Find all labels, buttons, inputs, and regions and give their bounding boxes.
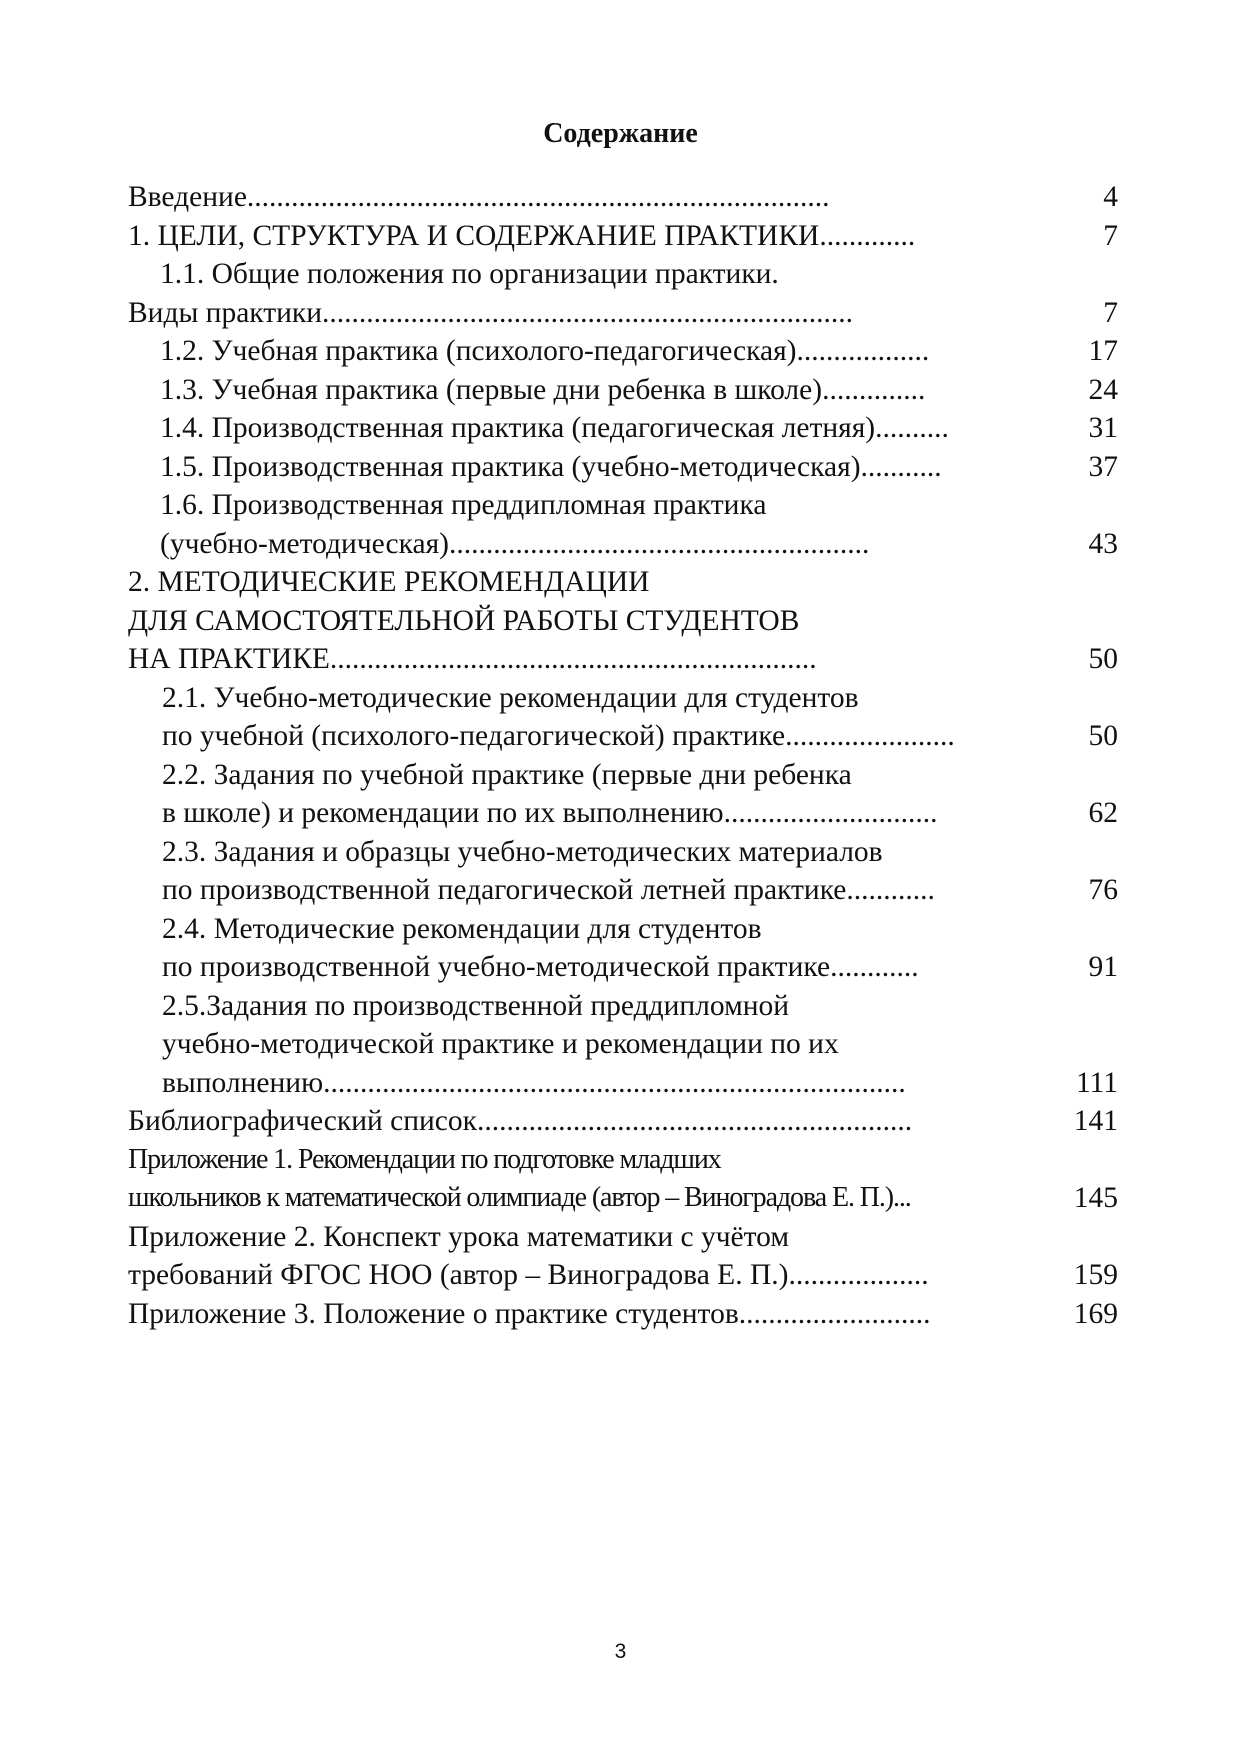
- toc-entry-text: 2.4. Методические рекомендации для студентов: [162, 912, 762, 945]
- toc-entry: [128, 178, 1118, 217]
- toc-entry-text: 2.1. Учебно-методические рекомендации для студентов: [162, 681, 859, 714]
- toc-entry: [128, 1295, 1118, 1334]
- toc-entry-dots: .......................: [785, 720, 955, 752]
- toc-entry-dots: ............: [846, 874, 935, 906]
- toc-entry: [128, 255, 1118, 294]
- toc-entry: [128, 1218, 1118, 1257]
- toc-entry-text: Введение: [128, 181, 247, 213]
- toc-entry-page: 7: [1103, 296, 1118, 329]
- toc-entry: [128, 1102, 1118, 1141]
- toc-entry-dots: ..............: [822, 373, 926, 406]
- toc-entry-text: учебно-методической практике и рекомендации по их: [162, 1028, 839, 1060]
- toc-entry-text: 1.2. Учебная практика (психолого-педагогическая): [160, 335, 797, 367]
- toc-entry-text: в школе) и рекомендации по их выполнению: [162, 797, 724, 829]
- toc-entry: [128, 409, 1118, 448]
- toc-entry-text: (учебно-методическая): [160, 527, 449, 560]
- toc-entry-text: Библиографический список: [128, 1105, 477, 1137]
- toc-entry: [128, 1025, 1118, 1064]
- toc-entry: [128, 294, 1118, 333]
- page-number: 3: [614, 1640, 627, 1663]
- toc-entry-page: 145: [1073, 1182, 1118, 1214]
- toc-entry-dots: ..................................................................: [329, 643, 817, 675]
- toc-entry-text: выполнению: [162, 1066, 324, 1099]
- toc-entry: [128, 679, 1118, 718]
- toc-entry-text: 1.6. Производственная преддипломная практика: [160, 489, 767, 521]
- toc-entry-page: 7: [1103, 219, 1118, 252]
- toc-entry-page: 159: [1073, 1259, 1118, 1291]
- toc-entry: [128, 448, 1118, 487]
- toc-entry-text: требований ФГОС НОО (автор – Виноградова Е. П.): [128, 1259, 789, 1291]
- toc-entry-text: 1.1. Общие положения по организации практики.: [160, 258, 779, 290]
- toc-entry-text: 1.3. Учебная практика (первые дни ребенка в школе): [160, 373, 823, 406]
- toc-entry-page: 4: [1103, 181, 1118, 213]
- toc-entry-dots: .......................................................................: [329, 296, 854, 329]
- toc-entry-text: Виды практики.: [128, 296, 330, 329]
- toc-entry: [128, 1179, 1118, 1218]
- toc-entry-page: 17: [1088, 335, 1118, 367]
- toc-entry: [128, 525, 1118, 564]
- toc-entry-dots: ..........................: [738, 1297, 931, 1330]
- toc-entry: [128, 486, 1118, 525]
- toc-entry-page: 50: [1088, 643, 1118, 675]
- toc-entry-text: 1. ЦЕЛИ, СТРУКТУРА И СОДЕРЖАНИЕ ПРАКТИКИ: [128, 219, 820, 252]
- toc-entry: [128, 948, 1118, 987]
- toc-entry-page: 111: [1075, 1066, 1118, 1099]
- toc-entry-dots: ...........................................................: [477, 1105, 913, 1137]
- toc-entry-text: по производственной педагогической летней практике: [162, 874, 847, 906]
- toc-entry-page: 24: [1088, 373, 1118, 406]
- toc-entry: [128, 1256, 1118, 1295]
- toc-entry-page: 62: [1088, 797, 1118, 829]
- toc-entry: [128, 756, 1118, 795]
- toc-entry-page: 31: [1088, 412, 1118, 444]
- toc-entry: [128, 332, 1118, 371]
- toc-entry: [128, 371, 1118, 410]
- toc-entry-dots: ...................: [788, 1259, 929, 1291]
- toc-entry-dots: ..........: [875, 412, 949, 444]
- toc-entry: [128, 1141, 1118, 1180]
- toc-entry-dots: .........................................................: [448, 527, 870, 560]
- toc-entry-page: 37: [1088, 450, 1118, 483]
- toc-entry-text: школьников к математической олимпиаде (автор – Виноградова Е. П.)...: [128, 1182, 911, 1213]
- toc-entry: [128, 1064, 1118, 1103]
- toc-entry-text: 1.5. Производственная практика (учебно-методическая): [160, 450, 861, 483]
- toc-entry-page: 141: [1073, 1105, 1118, 1137]
- toc-entry-text: НА ПРАКТИКЕ: [128, 643, 330, 675]
- toc-entry: [128, 563, 1118, 602]
- toc-entry-text: Приложение 3. Положение о практике студентов: [128, 1297, 739, 1330]
- page-title: Содержание: [543, 118, 698, 149]
- toc-entry-dots: ...............................................................................: [246, 181, 830, 213]
- toc-entry-dots: .............................: [723, 797, 938, 829]
- toc-entry-page: 43: [1088, 527, 1118, 560]
- toc-entry-dots: ............: [830, 951, 919, 983]
- toc-entry: [128, 871, 1118, 910]
- toc-entry-text: ДЛЯ САМОСТОЯТЕЛЬНОЙ РАБОТЫ СТУДЕНТОВ: [128, 604, 800, 637]
- toc-entry-text: по производственной учебно-методической практике: [162, 951, 831, 983]
- toc-entry-text: по учебной (психолого-педагогической) практике: [162, 720, 786, 752]
- toc-entry-text: 2. МЕТОДИЧЕСКИЕ РЕКОМЕНДАЦИИ: [128, 566, 650, 598]
- toc-entry-text: 2.2. Задания по учебной практике (первые дни ребенка: [162, 758, 852, 791]
- toc-entry-dots: ..................: [796, 335, 930, 367]
- toc-entry-dots: ...............................................................................: [323, 1066, 906, 1099]
- toc-entry: [128, 640, 1118, 679]
- toc-entry-dots: .............: [819, 219, 916, 252]
- toc-entry: [128, 602, 1118, 641]
- toc-entry: [128, 987, 1118, 1026]
- toc-entry-page: 76: [1088, 874, 1118, 906]
- toc-entry-text: Приложение 1. Рекомендации по подготовке младших: [128, 1143, 721, 1175]
- toc-entry: [128, 833, 1118, 872]
- table-of-contents: [128, 178, 1118, 1333]
- toc-entry-page: 91: [1088, 951, 1118, 983]
- toc-entry-text: 2.3. Задания и образцы учебно-методических материалов: [162, 835, 883, 868]
- toc-entry: [128, 794, 1118, 833]
- toc-entry: [128, 910, 1118, 949]
- toc-entry-text: 2.5.Задания по производственной преддипломной: [162, 989, 790, 1022]
- toc-entry: [128, 717, 1118, 756]
- toc-entry-page: 50: [1088, 720, 1118, 752]
- toc-entry-dots: ...........: [860, 450, 942, 483]
- toc-entry: [128, 217, 1118, 256]
- toc-entry-text: 1.4. Производственная практика (педагогическая летняя): [160, 412, 876, 444]
- toc-entry-text: Приложение 2. Конспект урока математики с учётом: [128, 1220, 789, 1253]
- toc-entry-page: 169: [1073, 1297, 1118, 1330]
